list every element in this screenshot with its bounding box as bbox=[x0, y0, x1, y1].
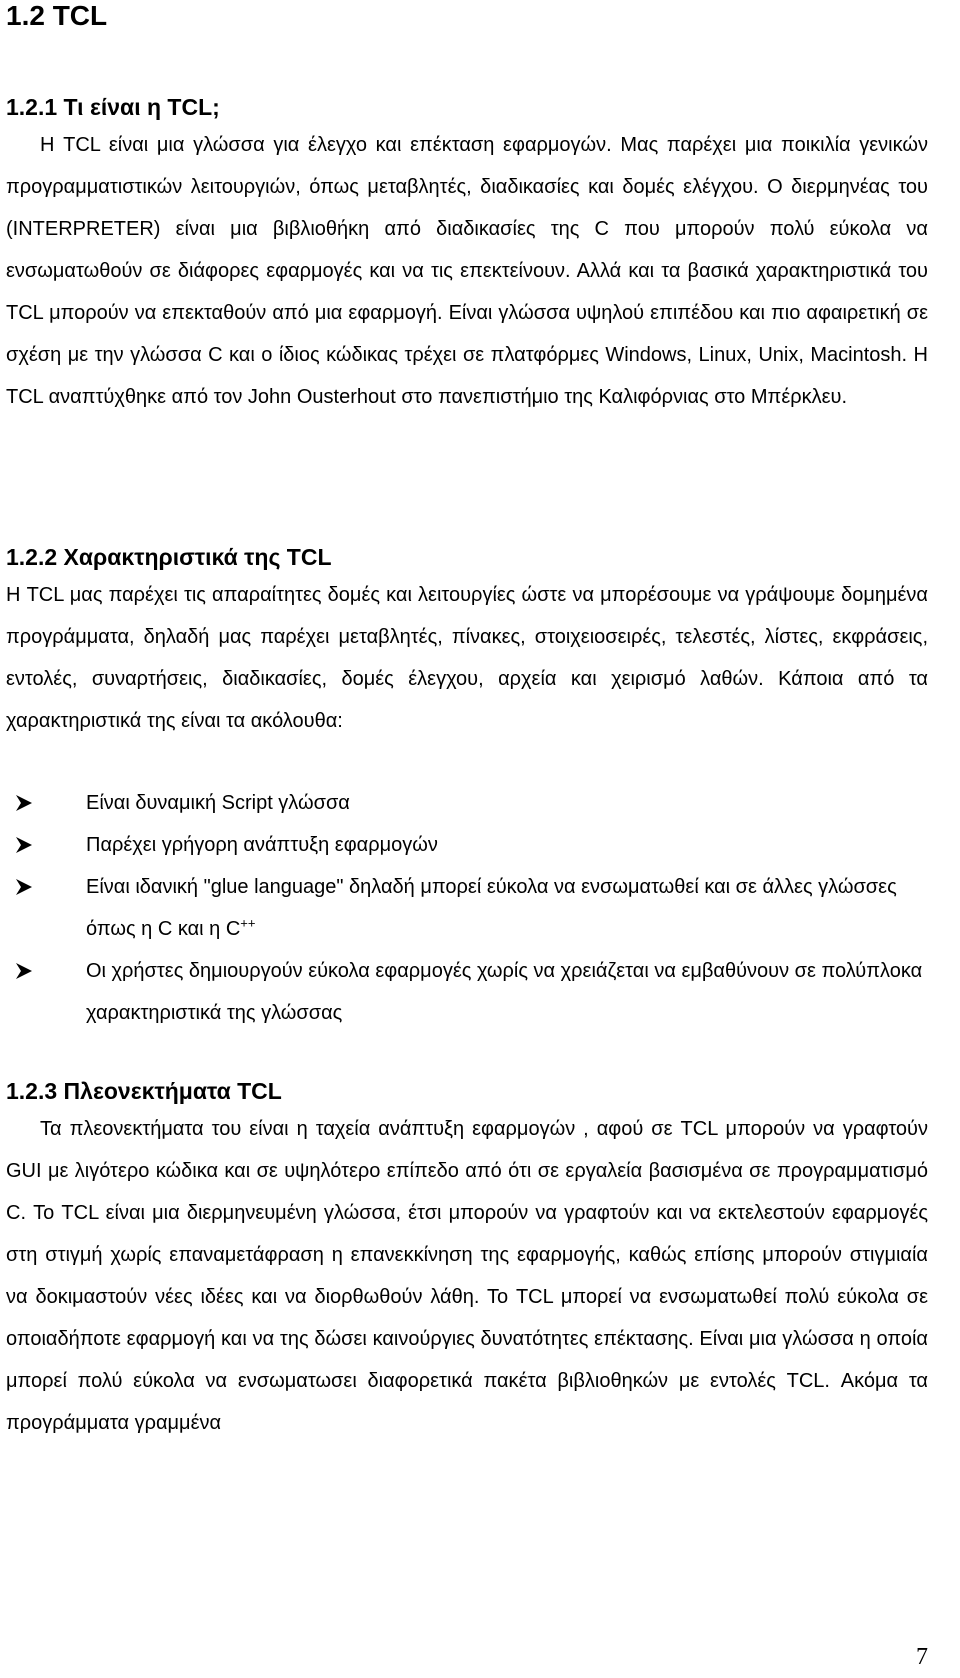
list-item-text: Είναι ιδανική "glue language" δηλαδή μπορεί εύκολα να ενσωματωθεί και σε άλλες γλώσσες όπως η C και η C bbox=[86, 876, 897, 940]
list-item bbox=[6, 866, 928, 950]
paragraph-what-is-tcl: Η TCL είναι μια γλώσσα για έλεγχο και επέκταση εφαρμογών. Μας παρέχει μια ποικιλία γενικών προγραμματιστικών λειτουργιών, όπως μεταβλητές, διαδικασίες και δομές ελέγχου. Ο διερμηνέας του (INTERPRETER) είναι μια βιβλιοθήκη από διαδικασίες της C που μπορούν πολύ εύκολα να ενσωματωθούν σε διάφορες εφαρμογές και να τις επεκτείνουν. Αλλά και τα βασικά χαρακτηριστικά του TCL μπορούν να επεκταθούν από μια εφαρμογή. Είναι γλώσσα υψηλού επιπέδου και πιο αφαιρετική σε σχέση με την γλώσσα C και ο ίδιος κώδικας τρέχει σε πλατφόρμες Windows, Linux, Unix, Macintosh. Η TCL αναπτύχθηκε από τον John Ousterhout στο πανεπιστήμιο της Καλιφόρνιας στο Μπέρκλευ. bbox=[6, 134, 928, 408]
subsection-heading-advantages: 1.2.3 Πλεονεκτήματα TCL bbox=[6, 1078, 282, 1104]
arrowhead-bullet-icon bbox=[14, 835, 34, 855]
list-item-text: Είναι δυναμική Script γλώσσα bbox=[86, 792, 350, 814]
list-item bbox=[6, 824, 928, 866]
arrowhead-bullet-icon bbox=[14, 877, 34, 897]
list-item-text: Παρέχει γρήγορη ανάπτυξη εφαρμογών bbox=[86, 834, 438, 856]
features-list bbox=[6, 782, 928, 1034]
paragraph-features: Η TCL μας παρέχει τις απαραίτητες δομές και λειτουργίες ώστε να μπορέσουμε να γράψουμε δομημένα προγράμματα, δηλαδή μας παρέχει μεταβλητές, πίνακες, στοιχειοσειρές, τελεστές, λίστες, εκφράσεις, εντολές, συναρτήσεις, διαδικασίες, δομές έλεγχου, αρχεία και χειρισμό λαθών. Κάποια από τα χαρακτηριστικά της είναι τα ακόλουθα: bbox=[6, 584, 928, 732]
arrowhead-bullet-icon bbox=[14, 793, 34, 813]
superscript-plus-plus: ++ bbox=[240, 915, 256, 931]
section-title: 1.2 TCL bbox=[6, 0, 108, 31]
subsection-heading-what-is-tcl: 1.2.1 Τι είναι η TCL; bbox=[6, 94, 220, 120]
list-item bbox=[6, 950, 928, 1034]
arrowhead-bullet-icon bbox=[14, 961, 34, 981]
subsection-heading-features: 1.2.2 Χαρακτηριστικά της TCL bbox=[6, 544, 332, 570]
paragraph-advantages: Τα πλεονεκτήματα του είναι η ταχεία ανάπτυξη εφαρμογών , αφού σε TCL μπορούν να γραφτούν GUI με λιγότερο κώδικα και σε υψηλότερο επίπεδο από ότι σε εργαλεία βασισμένα σε προγραμματισμό C. Το TCL είναι μια διερμηνευμένη γλώσσα, έτσι μπορούν να γραφτούν και να εκτελεστούν εφαρμογές στη στιγμή χωρίς επαναμετάφραση η επανεκκίνηση της εφαρμογής, καθώς επίσης μπορούν στιγμιαία να δοκιμαστούν νέες ιδέες και να διορθωθούν λάθη. Το TCL μπορεί να ενσωματωθεί πολύ εύκολα σε οποιαδήποτε εφαρμογή και να της δώσει καινούργιες δυνατότητες επέκτασης. Είναι μια γλώσσα η οποία μπορεί πολύ εύκολα να ενσωματωσει διαφορετικά πακέτα βιβλιοθηκών με εντολές TCL. Ακόμα τα προγράμματα γραμμένα bbox=[6, 1118, 928, 1434]
list-item bbox=[6, 782, 928, 824]
page-number: 7 bbox=[916, 1644, 928, 1670]
list-item-text: Οι χρήστες δημιουργούν εύκολα εφαρμογές χωρίς να χρειάζεται να εμβαθύνουν σε πολύπλοκα χαρακτηριστικά της γλώσσας bbox=[86, 960, 923, 1024]
